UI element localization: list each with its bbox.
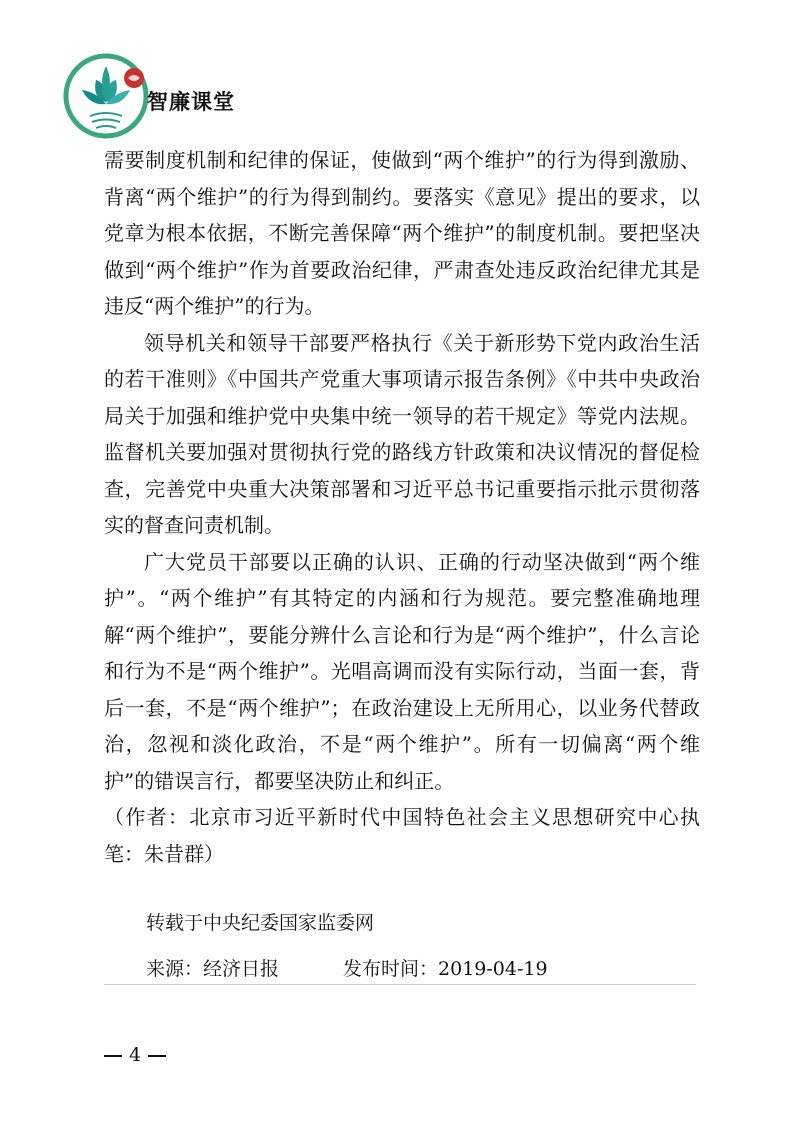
source-label: 来源：经济日报: [146, 958, 280, 980]
paragraph: 领导机关和领导干部要严格执行《关于新形势下党内政治生活的若干准则》《中国共产党重大事项请示报告条例》《中共中央政治局关于加强和维护党中央集中统一领导的若干规定》等党内法规。监督机关要加强对贯彻执行党的路线方针政策和决议情况的督促检查，完善党中央重大决策部署和习近平总书记重要指示批示贯彻落实的督查问责机制。: [104, 330, 700, 537]
article-body: [104, 142, 700, 872]
brand-name: 智廉课堂: [147, 90, 235, 114]
paragraph: 广大党员干部要以正确的认识、正确的行动坚决做到“两个维护”。“两个维护”有其特定的内涵和行为规范。要完整准确地理解“两个维护”，要能分辨什么言论和行为是“两个维护”，什么言论和行为不是“两个维护”。光唱高调而没有实际行动，当面一套，背后一套，不是“两个维护”；在政治建设上无所用心，以业务代替政治，忽视和淡化政治，不是“两个维护”。所有一切偏离“两个维护”的错误言行，都要坚决防止和纠正。: [104, 549, 700, 793]
paragraph: 需要制度机制和纪律的保证，使做到“两个维护”的行为得到激励、背离“两个维护”的行为得到制约。要落实《意见》提出的要求，以党章为根本依据，不断完善保障“两个维护”的制度机制。要把坚决做到“两个维护”作为首要政治纪律，严肃查处违反政治纪律尤其是违反“两个维护”的行为。: [104, 148, 700, 318]
publish-time: 发布时间：2019-04-19: [343, 958, 548, 980]
repost-note: 转载于中央纪委国家监委网: [146, 912, 375, 934]
page-number-value: 4: [129, 1044, 142, 1066]
dash-right: [148, 1055, 166, 1057]
lotus-logo-icon: [62, 52, 152, 142]
source-line: [146, 954, 548, 984]
footer-divider: [104, 984, 696, 985]
dash-left: [104, 1055, 122, 1057]
page-number: [104, 1042, 166, 1068]
author-note: （作者：北京市习近平新时代中国特色社会主义思想研究中心执笔：朱昔群）: [104, 805, 700, 866]
